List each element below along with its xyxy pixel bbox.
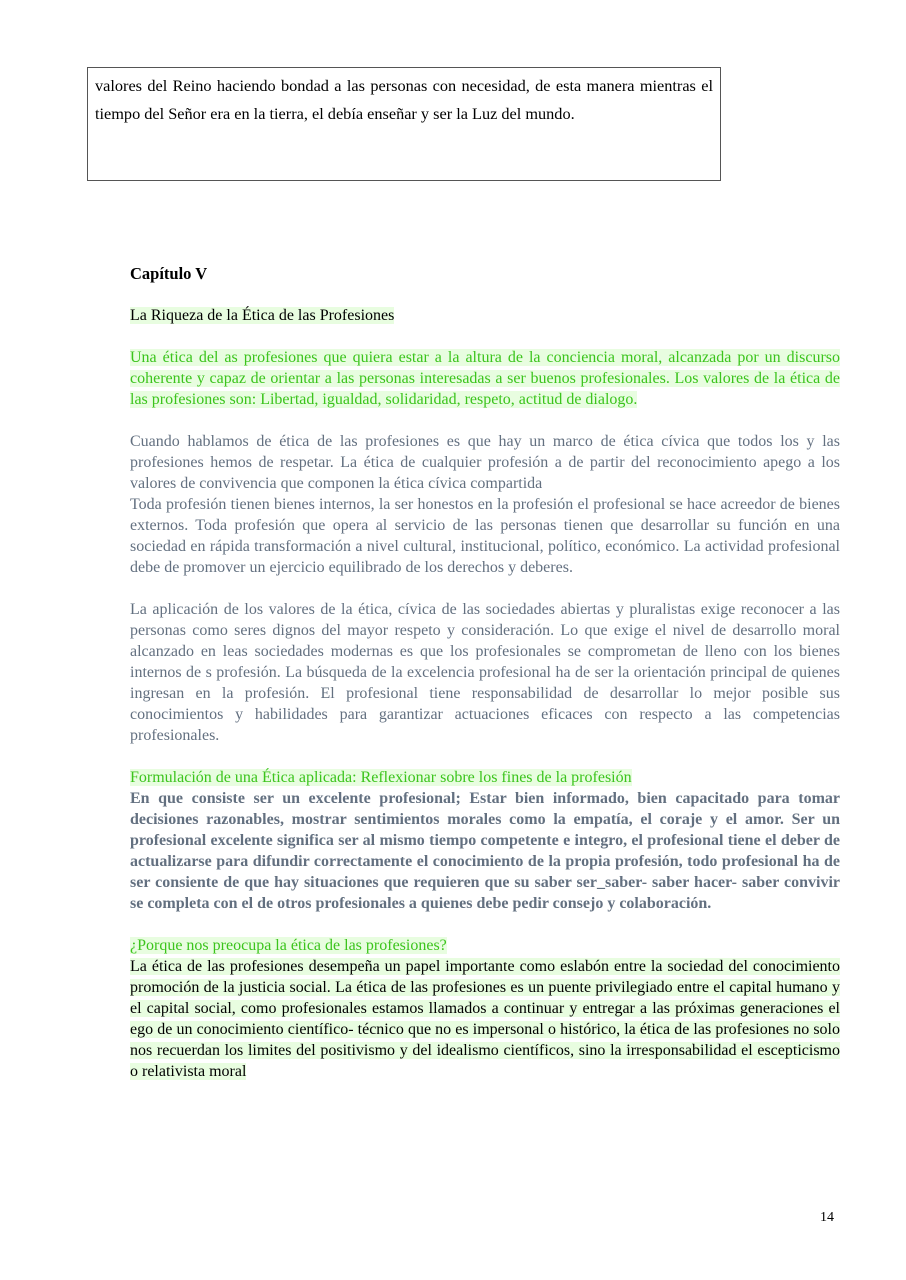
- boxed-text-frame: [87, 67, 721, 181]
- why-ethics-body-text: La ética de las profesiones desempeña un papel importante como eslabón entre la sociedad del conocimiento promoción de la justicia social. La ética de las profesiones es un puente privilegiado entre el capital humano y el capital social, como profesionales estamos llamados a continuar y entregar a las próximas generaciones el ego de un conocimiento científico- técnico que no es impersonal o histórico, la ética de las profesiones no solo nos recuerdan los limites del positivismo y del idealismo científicos, sino la irresponsabilidad el escepticismo o relativista moral: [130, 958, 840, 1080]
- why-ethics-heading-text: ¿Porque nos preocupa la ética de las profesiones?: [130, 937, 447, 954]
- intro-paragraph: [130, 347, 840, 410]
- chapter-content: [130, 263, 840, 1082]
- applied-ethics-heading: [130, 767, 840, 788]
- page-number: 14: [820, 1210, 834, 1225]
- intro-paragraph-text: Una ética del as profesiones que quiera estar a la altura de la conciencia moral, alcanzada por un discurso coherente y capaz de orientar a las personas interesadas a ser buenos profesionales. Los valores de la ética de las profesiones son: Libertad, igualdad, solidaridad, respeto, actitud de dialogo.: [130, 349, 840, 408]
- civic-framework-paragraph: Cuando hablamos de ética de las profesiones es que hay un marco de ética cívica que todos los y las profesiones hemos de respetar. La ética de cualquier profesión a de partir del reconocimiento apego a los valores de convivencia que componen la ética cívica compartida: [130, 433, 840, 492]
- application-paragraph: La aplicación de los valores de la ética, cívica de las sociedades abiertas y pluralistas exige reconocer a las personas como seres dignos del mayor respeto y consideración. Lo que exige el nivel de desarrollo moral alcanzado en leas sociedades modernas es que los profesionales se comprometan de lleno con los bienes internos de s profesión. La búsqueda de la excelencia profesional ha de ser la orientación principal de quienes ingresan en la profesión. El profesional tiene responsabilidad de desarrollar lo mejor posible sus conocimientos y habilidades para garantizar actuaciones eficaces con respecto a las competencias profesionales.: [130, 601, 840, 744]
- why-ethics-heading: [130, 935, 840, 956]
- chapter-subtitle-text: La Riqueza de la Ética de las Profesiones: [130, 307, 395, 324]
- internal-goods-paragraph: Toda profesión tienen bienes internos, la ser honestos en la profesión el profesional se hace acreedor de bienes externos. Toda profesión que opera al servicio de las personas tienen que desarrollar su función en una sociedad en rápida transformación a nivel cultural, institucional, político, económico. La actividad profesional debe de promover un ejercicio equilibrado de los derechos y deberes.: [130, 496, 840, 576]
- chapter-subtitle: [130, 305, 840, 326]
- boxed-paragraph: valores del Reino haciendo bondad a las personas con necesidad, de esta manera mientras el tiempo del Señor era en la tierra, el debía enseñar y ser la Luz del mundo.: [95, 76, 713, 123]
- why-ethics-body: [130, 956, 840, 1082]
- chapter-title: Capítulo V: [130, 264, 208, 283]
- applied-ethics-heading-text: Formulación de una Ética aplicada: Reflexionar sobre los fines de la profesión: [130, 769, 632, 786]
- applied-ethics-body: En que consiste ser un excelente profesional; Estar bien informado, bien capacitado para tomar decisiones razonables, mostrar sentimientos morales como la empatía, el coraje y el amor. Ser un profesional excelente significa ser al mismo tiempo competente e integro, el profesional tiene el deber de actualizarse para difundir correctamente el conocimiento de la propia profesión, todo profesional ha de ser consiente de que hay situaciones que requieren que su saber ser_saber- saber hacer- saber convivir se completa con el de otros profesionales a quienes debe pedir consejo y colaboración.: [130, 790, 840, 912]
